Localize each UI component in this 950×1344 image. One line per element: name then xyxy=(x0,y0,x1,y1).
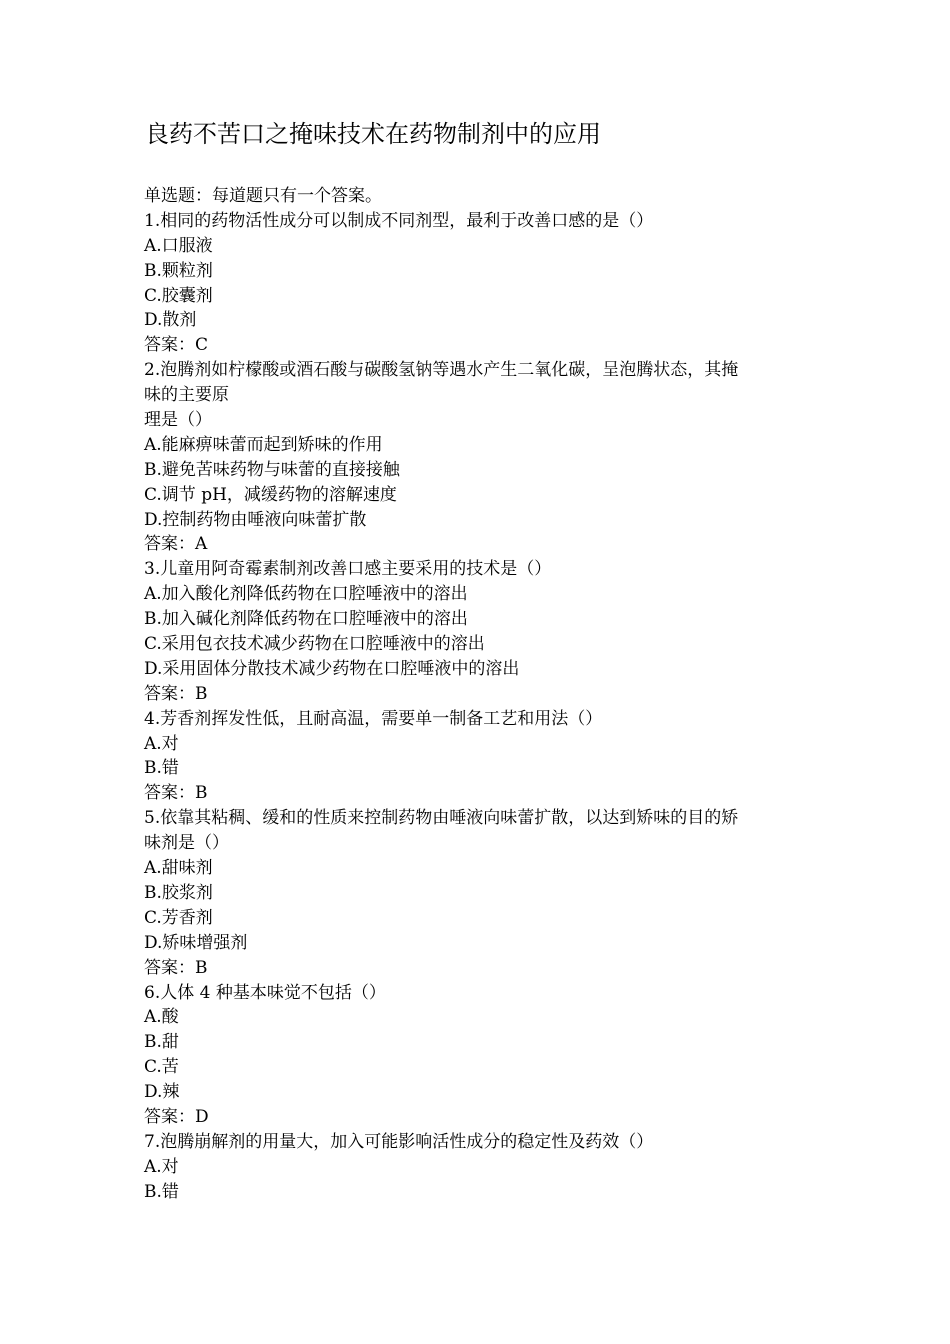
option-a: A.对 xyxy=(144,1156,179,1177)
option-a: A.加入酸化剂降低药物在口腔唾液中的溶出 xyxy=(144,584,468,605)
option-b: B.胶浆剂 xyxy=(144,882,213,903)
document-title: 良药不苦口之掩味技术在药物制剂中的应用 xyxy=(145,120,601,148)
option-d: D.控制药物由唾液向味蕾扩散 xyxy=(144,509,367,530)
question-stem: 7.泡腾崩解剂的用量大，加入可能影响活性成分的稳定性及药效（） xyxy=(144,1131,654,1152)
question-7 xyxy=(144,1130,814,1205)
option-c: C.采用包衣技术减少药物在口腔唾液中的溶出 xyxy=(144,634,485,655)
option-c: C.苦 xyxy=(144,1057,179,1078)
question-4 xyxy=(144,707,814,807)
question-2 xyxy=(144,358,814,557)
option-b: B.避免苦味药物与味蕾的直接接触 xyxy=(144,459,400,480)
option-a: A.酸 xyxy=(144,1007,179,1028)
question-list xyxy=(144,184,814,1205)
option-c: C.芳香剂 xyxy=(144,907,213,928)
question-stem-cont: 味的主要原 xyxy=(144,385,229,406)
question-stem: 3.儿童用阿奇霉素制剂改善口感主要采用的技术是（） xyxy=(144,559,552,580)
option-d: D.采用固体分散技术减少药物在口腔唾液中的溶出 xyxy=(144,658,520,679)
question-stem: 4.芳香剂挥发性低，且耐高温，需要单一制备工艺和用法（） xyxy=(144,708,603,729)
question-stem: 2.泡腾剂如柠檬酸或酒石酸与碳酸氢钠等遇水产生二氧化碳，呈泡腾状态，其掩 xyxy=(144,360,739,381)
option-c: C.调节 pH，减缓药物的溶解速度 xyxy=(144,484,397,505)
question-stem-cont: 理是（） xyxy=(144,410,212,431)
option-d: D.矫味增强剂 xyxy=(144,932,248,953)
answer-text: 答案：B xyxy=(144,957,208,978)
question-3 xyxy=(144,557,814,706)
option-a: A.能麻痹味蕾而起到矫味的作用 xyxy=(144,434,383,455)
option-a: A.口服液 xyxy=(144,235,213,256)
answer-text: 答案：C xyxy=(144,335,209,356)
option-d: D.辣 xyxy=(144,1082,180,1103)
question-5 xyxy=(144,806,814,980)
answer-text: 答案：D xyxy=(144,1106,209,1127)
option-b: B.错 xyxy=(144,1181,179,1202)
option-a: A.甜味剂 xyxy=(144,858,213,879)
question-1 xyxy=(144,209,814,358)
option-b: B.甜 xyxy=(144,1032,179,1053)
question-stem: 5.依靠其粘稠、缓和的性质来控制药物由唾液向味蕾扩散，以达到矫味的目的矫 xyxy=(144,808,739,829)
question-stem-cont: 味剂是（） xyxy=(144,833,229,854)
question-stem: 1.相同的药物活性成分可以制成不同剂型，最利于改善口感的是（） xyxy=(144,210,654,231)
option-a: A.对 xyxy=(144,733,179,754)
option-b: B.颗粒剂 xyxy=(144,260,213,281)
option-b: B.错 xyxy=(144,758,179,779)
answer-text: 答案：B xyxy=(144,683,208,704)
question-stem: 6.人体 4 种基本味觉不包括（） xyxy=(144,982,386,1003)
answer-text: 答案：A xyxy=(144,534,208,555)
question-6 xyxy=(144,981,814,1130)
intro-text: 单选题：每道题只有一个答案。 xyxy=(144,186,382,206)
answer-text: 答案：B xyxy=(144,783,208,804)
option-d: D.散剂 xyxy=(144,310,197,331)
option-c: C.胶囊剂 xyxy=(144,285,213,306)
option-b: B.加入碱化剂降低药物在口腔唾液中的溶出 xyxy=(144,609,468,630)
